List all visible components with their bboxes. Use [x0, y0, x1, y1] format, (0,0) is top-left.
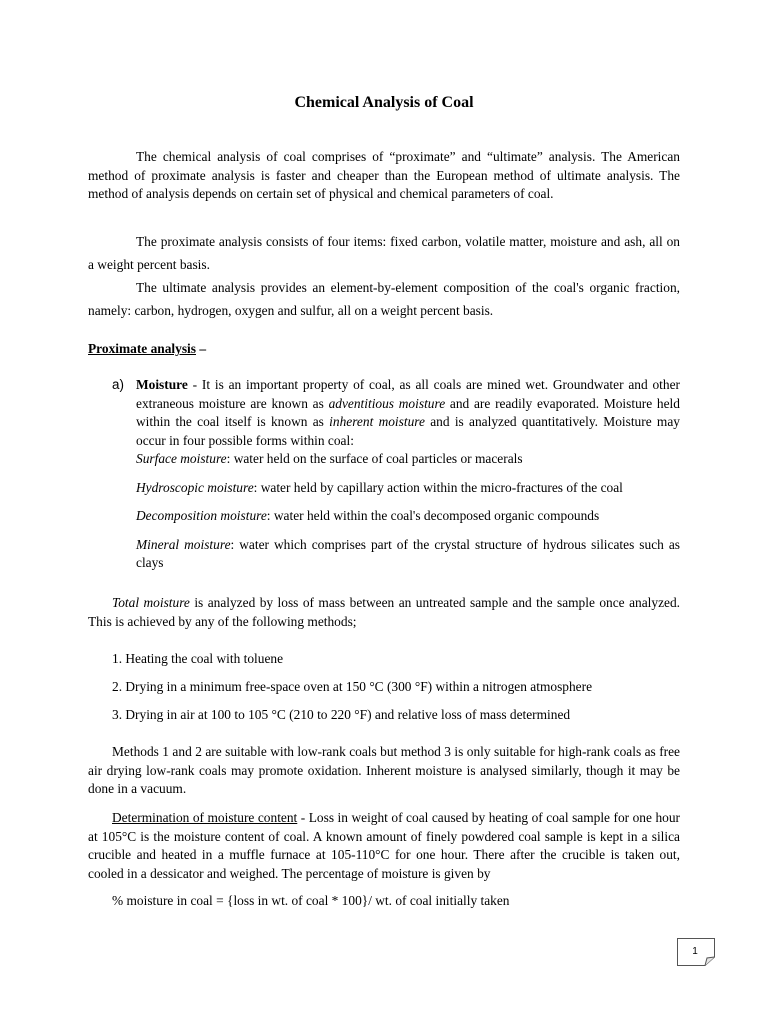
moisture-term: Moisture [136, 377, 188, 392]
moisture-text-3: and is analyzed quantitatively. Moisture may occur in four possible forms within coal: [136, 414, 680, 448]
adventitious-term: adventitious moisture [328, 395, 446, 411]
moisture-form-hydroscopic [136, 479, 680, 498]
moisture-form-mineral [136, 536, 680, 573]
intro-paragraph-2: The proximate analysis consists of four items: fixed carbon, volatile matter, moisture and ash, all on a weight percent basis. [88, 234, 680, 272]
determination-text: - Loss in weight of coal caused by heating of coal sample for one hour at 105°C is the moisture content of coal. A known amount of finely powdered coal sample is kept in a silica crucible and heated in a muffle furnace at 105-110°C for one hour. There after the crucible is taken out, cooled in a dessicator and weighed. The percentage of moisture is given by [88, 810, 680, 881]
determination-paragraph [88, 809, 680, 883]
intro-paragraph-3: The ultimate analysis provides an element-by-element composition of the coal's organic fraction, namely: carbon, hydrogen, oxygen and sulfur, all on a weight percent basis. [88, 280, 680, 318]
form-desc: : water held on the surface of coal particles or macerals [226, 451, 523, 466]
form-term: Surface moisture [136, 451, 227, 466]
inherent-term: inherent moisture [329, 414, 425, 429]
section-heading [88, 340, 680, 359]
total-moisture-text: is analyzed by loss of mass between an untreated sample and the sample once analyzed. This is achieved by any of the following methods; [88, 595, 680, 629]
methods-note-paragraph: Methods 1 and 2 are suitable with low-rank coals but method 3 is only suitable for high-rank coals as free air drying low-rank coals may promote oxidation. Inherent moisture is analysed similarly, though it may be done in a vacuum. [88, 744, 680, 796]
moisture-text-1: - It is an important property of coal, as all coals are mined wet. Groundwater and other extraneous moisture are known as [136, 377, 680, 411]
page-number: 1 [692, 946, 698, 957]
section-heading-label: Proximate analysis [88, 341, 196, 356]
total-moisture-paragraph [88, 594, 680, 631]
form-desc: : water held by capillary action within the micro-fractures of the coal [253, 479, 623, 495]
moisture-text-2: and are readily evaporated. Moisture held within the coal itself is known as [136, 395, 680, 429]
method-item-2: 2. Drying in a minimum free-space oven at 150 °C (300 °F) within a nitrogen atmosphere [112, 679, 593, 694]
form-desc: : water which comprises part of the crystal structure of hydrous silicates such as clays [136, 536, 680, 570]
method-item-1: 1. Heating the coal with toluene [112, 651, 284, 666]
moisture-list-item [112, 376, 680, 573]
list-marker: a) [112, 377, 124, 392]
moisture-form-decomposition [136, 507, 680, 526]
determination-label: Determination of moisture content [112, 810, 298, 825]
method-item-3: 3. Drying in air at 100 to 105 °C (210 to 220 °F) and relative loss of mass determined [112, 707, 571, 722]
section-heading-suffix: – [196, 341, 207, 356]
total-moisture-term: Total moisture [112, 595, 190, 610]
form-term: Mineral moisture [136, 536, 231, 552]
moisture-formula: % moisture in coal = {loss in wt. of coal * 100}/ wt. of coal initially taken [112, 893, 510, 908]
form-term: Hydroscopic moisture [136, 479, 254, 495]
intro-paragraph-1: The chemical analysis of coal comprises of “proximate” and “ultimate” analysis. The American method of proximate analysis is faster and cheaper than the European method of ultimate analysis. The method of analysis depends on certain set of physical and chemical parameters of coal. [88, 149, 680, 201]
page-title: Chemical Analysis of Coal [294, 94, 474, 111]
moisture-description [136, 376, 680, 450]
form-desc: : water held within the coal's decomposed organic compounds [266, 508, 600, 523]
moisture-form-surface [136, 450, 680, 469]
page-number-box [677, 938, 715, 966]
form-term: Decomposition moisture [136, 508, 267, 523]
